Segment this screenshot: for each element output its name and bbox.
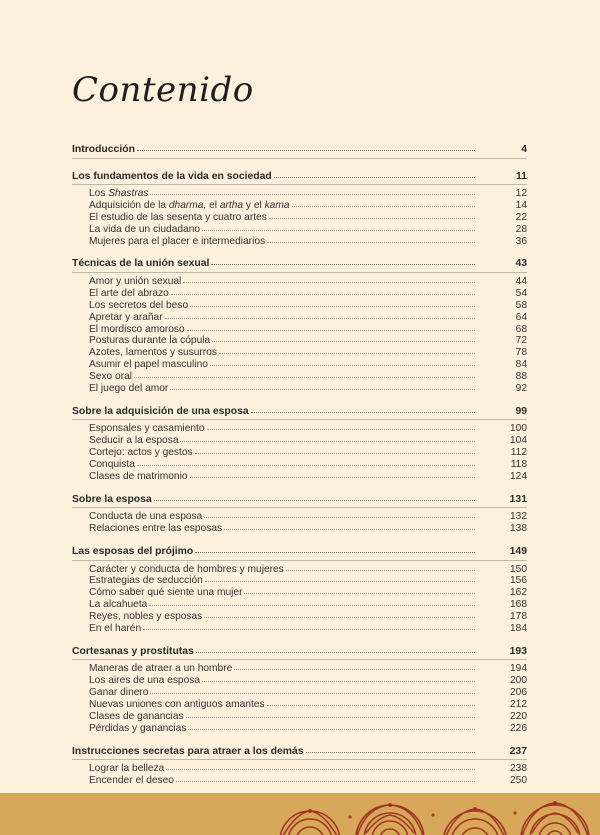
toc-entry-title (72, 523, 222, 535)
toc-entry-title-text: el (206, 199, 220, 211)
toc-entry-title-text: Posturas durante la cópula (89, 335, 211, 347)
toc-entry-page: 112 (510, 447, 527, 459)
toc-entry-title-text: Asumir el papel masculino (89, 359, 208, 371)
toc-section-page: 131 (509, 493, 527, 505)
toc-section (72, 170, 527, 247)
toc-section-page: 4 (521, 144, 527, 155)
toc-entry-title (72, 511, 202, 523)
toc-entry-title (72, 224, 200, 236)
table-of-contents (72, 143, 527, 797)
toc-entry-title-text: Estrategias de seducción (89, 575, 203, 587)
toc-section-heading[interactable] (72, 745, 527, 758)
toc-entry-title (72, 335, 210, 347)
dot-leader (204, 509, 475, 518)
toc-entry-title-italic: dharma, (168, 199, 207, 211)
section-divider (72, 158, 527, 159)
toc-entry-title-text: El mordisco amoroso (89, 323, 185, 335)
toc-entry-title-text: Apretar y arañar (89, 311, 163, 323)
toc-entry-title (72, 459, 135, 471)
dot-leader (195, 445, 475, 454)
toc-section-heading[interactable] (72, 143, 527, 156)
toc-entry-title-italic: kama (264, 199, 290, 211)
dot-leader (195, 544, 475, 553)
toc-section-title: Cortesanas y prostitutas (72, 645, 194, 657)
section-divider (72, 184, 527, 185)
toc-entry-page: 156 (510, 575, 527, 587)
toc-entry-title-italic: Shastras (108, 188, 149, 199)
toc-section-title: Introducción (72, 144, 135, 155)
toc-entry-page: 250 (510, 775, 527, 787)
dot-leader (190, 298, 475, 307)
section-divider (72, 759, 527, 760)
mandala-pattern-icon (270, 793, 600, 835)
toc-entry-title-text: Amor y unión sexual (89, 275, 182, 287)
toc-entry-title-text: Azotes, lamentos y susurros (89, 347, 217, 359)
toc-entry-title (72, 347, 217, 359)
toc-entry-page: 68 (515, 323, 527, 335)
toc-entry[interactable] (72, 774, 527, 786)
toc-entry-title-text: Lograr la belleza (89, 763, 165, 775)
toc-entry-title-text: Nuevas uniones con antiguos amantes (89, 699, 265, 711)
toc-entry-title-text: Clases de ganancias (89, 711, 184, 722)
toc-entry-title-text: Los (89, 188, 109, 199)
dot-leader (190, 469, 475, 478)
toc-entry-title-text: Esponsales y casamiento (89, 423, 205, 435)
toc-entry[interactable] (72, 470, 527, 482)
toc-section-heading[interactable] (72, 645, 527, 658)
dot-leader (207, 421, 475, 430)
toc-entry-title (72, 324, 185, 336)
toc-entry-title-text: Conducta de una esposa (89, 511, 203, 523)
toc-entry-title-text: Clases de matrimonio (89, 470, 188, 482)
toc-entry-title-text: Maneras de atraer a un hombre (89, 663, 233, 675)
toc-entry-title (72, 188, 148, 200)
page-title: Contenido (72, 70, 254, 110)
toc-entry-page: 88 (515, 371, 527, 383)
toc-entry-page: 194 (510, 663, 527, 675)
toc-entry-title-text: Los aires de una esposa (89, 675, 201, 687)
toc-section-heading[interactable] (72, 545, 527, 558)
toc-entry-page: 14 (515, 199, 527, 211)
dot-leader (274, 169, 475, 178)
toc-entry-title (72, 200, 290, 212)
toc-entry-title-text: En el harén (89, 623, 142, 635)
dot-leader (149, 597, 475, 606)
section-divider (72, 659, 527, 660)
toc-section-heading[interactable] (72, 405, 527, 418)
dot-leader (267, 234, 475, 243)
toc-entry-title (72, 763, 164, 775)
toc-entry-page: 220 (510, 711, 527, 722)
dot-leader (196, 644, 475, 653)
toc-section (72, 405, 527, 482)
toc-entry-page: 58 (515, 299, 527, 311)
toc-entry-title-text: Seducir a la esposa (89, 435, 179, 447)
toc-section-page: 149 (509, 546, 527, 558)
toc-entry-title-text: Encender el deseo (89, 775, 174, 787)
toc-section (72, 493, 527, 534)
footer-band (0, 793, 600, 835)
toc-entry-title-text: El juego del amor (89, 382, 169, 394)
dot-leader (137, 457, 475, 466)
toc-entry-page: 206 (510, 687, 527, 699)
toc-section (72, 143, 527, 159)
dot-leader (134, 369, 475, 378)
dot-leader (251, 404, 475, 413)
toc-entry-page: 212 (510, 699, 527, 711)
toc-section (72, 545, 527, 634)
toc-entry-page: 168 (510, 599, 527, 611)
toc-entry-title-text: El arte del abrazo (89, 287, 169, 299)
toc-entry-title (72, 312, 163, 324)
dot-leader (224, 521, 475, 530)
toc-section-title: Los fundamentos de la vida en sociedad (72, 170, 272, 182)
toc-entry[interactable] (72, 235, 527, 247)
dot-leader (202, 222, 475, 231)
dot-leader (306, 744, 475, 753)
toc-entry-title-text: Los secretos del beso (89, 299, 189, 311)
section-divider (72, 507, 527, 508)
toc-section-title: Sobre la esposa (72, 493, 152, 505)
toc-entry-title (72, 371, 132, 383)
toc-entry-title-text: Conquista (89, 459, 135, 471)
dot-leader (204, 609, 475, 618)
toc-entry[interactable] (72, 522, 527, 534)
toc-section-page: 43 (515, 258, 527, 270)
dot-leader (170, 381, 475, 390)
toc-section-heading[interactable] (72, 170, 527, 183)
dot-leader (186, 709, 475, 718)
dot-leader (171, 286, 475, 295)
toc-entry-page: 12 (515, 188, 527, 199)
toc-entry-page: 226 (510, 722, 527, 734)
dot-leader (188, 721, 475, 730)
toc-entry[interactable] (72, 382, 527, 394)
toc-entry-title-text: Reyes, nobles y esposas (89, 611, 203, 623)
toc-entry-page: 44 (515, 275, 527, 287)
toc-entry-title (72, 435, 178, 447)
toc-entry-title-text: Ganar dinero (89, 687, 149, 699)
toc-entry-page: 28 (515, 223, 527, 235)
dot-leader (187, 322, 475, 331)
toc-section (72, 645, 527, 734)
section-divider (72, 560, 527, 561)
dot-leader (269, 210, 475, 219)
dot-leader (150, 685, 475, 694)
toc-entry-title (72, 236, 265, 248)
toc-entry-title (72, 383, 168, 395)
dot-leader (212, 333, 475, 342)
toc-entry-title (72, 575, 203, 587)
toc-entry-page: 100 (510, 423, 527, 435)
toc-entry-title-text: La alcahueta (89, 599, 148, 611)
toc-section-title: Sobre la adquisición de una esposa (72, 405, 249, 417)
toc-entry-page: 184 (510, 623, 527, 635)
toc-entry-title-text: Pérdidas y ganancias (89, 722, 187, 734)
dot-leader (292, 198, 476, 207)
toc-entry-page: 178 (510, 611, 527, 623)
toc-entry-page: 36 (515, 235, 527, 247)
toc-entry-title-text: Cortejo: actos y gestos (89, 447, 193, 459)
toc-entry-page: 150 (510, 563, 527, 575)
toc-section-title: Las esposas del prójimo (72, 546, 194, 558)
toc-entry-page: 138 (510, 523, 527, 535)
dot-leader (211, 256, 475, 265)
toc-entry-title-text: Carácter y conducta de hombres y mujeres (89, 563, 284, 575)
toc-entry-title (72, 471, 188, 483)
toc-entry-title-italic: artha (219, 199, 244, 211)
dot-leader (210, 357, 475, 366)
toc-entry-page: 78 (515, 347, 527, 359)
toc-entry-page: 54 (515, 287, 527, 299)
dot-leader (176, 773, 475, 782)
toc-section-heading[interactable] (72, 257, 527, 270)
toc-entry-title-text: y el (243, 199, 265, 211)
dot-leader (150, 186, 475, 195)
toc-entry-page: 64 (515, 311, 527, 323)
toc-entry-title-text: Adquisición de la (89, 199, 169, 211)
dot-leader (165, 310, 475, 319)
toc-entry[interactable] (72, 722, 527, 734)
toc-entry-page: 72 (515, 335, 527, 347)
toc-section-heading[interactable] (72, 493, 527, 506)
toc-entry-page: 22 (515, 211, 527, 223)
dot-leader (143, 621, 475, 630)
toc-entry-title-text: La vida de un ciudadano (89, 223, 201, 235)
toc-entry-page: 238 (510, 763, 527, 775)
dot-leader (286, 562, 475, 571)
toc-entry-title-text: Cómo saber qué siente una mujer (89, 587, 243, 599)
toc-entry-title (72, 276, 181, 288)
dot-leader (234, 661, 475, 670)
toc-entry-title (72, 599, 147, 611)
dot-leader (180, 433, 475, 442)
toc-entry-title-text: Mujeres para el placer e intermediarios (89, 235, 266, 247)
section-divider (72, 272, 527, 273)
toc-entry-title (72, 723, 186, 735)
toc-entry-title-text: El estudio de las sesenta y cuatro artes (89, 211, 267, 223)
toc-entry-page: 200 (510, 675, 527, 687)
toc-entry-title (72, 687, 148, 699)
dot-leader (205, 573, 475, 582)
toc-section (72, 745, 527, 786)
toc-entry-page: 118 (510, 459, 527, 471)
dot-leader (154, 492, 475, 501)
toc-entry-page: 104 (510, 435, 527, 447)
dot-leader (219, 345, 475, 354)
toc-section (72, 257, 527, 393)
toc-entry[interactable] (72, 622, 527, 634)
toc-section-page: 193 (509, 645, 527, 657)
dot-leader (202, 673, 475, 682)
toc-entry-title (72, 775, 174, 787)
toc-entry-page: 132 (510, 511, 527, 523)
toc-entry-title (72, 711, 184, 723)
dot-leader (183, 274, 475, 283)
dot-leader (244, 585, 475, 594)
section-divider (72, 419, 527, 420)
toc-entry-page: 124 (510, 470, 527, 482)
toc-entry-page: 84 (515, 359, 527, 371)
toc-section-title: Técnicas de la unión sexual (72, 258, 210, 270)
dot-leader (166, 761, 475, 770)
toc-section-page: 99 (515, 405, 527, 417)
dot-leader (137, 142, 475, 151)
toc-entry-title-text: Sexo oral (89, 371, 133, 383)
toc-section-page: 237 (509, 745, 527, 757)
toc-entry-title (72, 288, 169, 300)
toc-entry-title-text: Relaciones entre las esposas (89, 523, 223, 535)
toc-section-title: Instrucciones secretas para atraer a los demás (72, 745, 304, 757)
toc-entry-page: 162 (510, 587, 527, 599)
dot-leader (267, 697, 475, 706)
toc-entry-page: 92 (515, 382, 527, 394)
toc-entry-title (72, 623, 141, 635)
toc-section-page: 11 (516, 170, 527, 182)
